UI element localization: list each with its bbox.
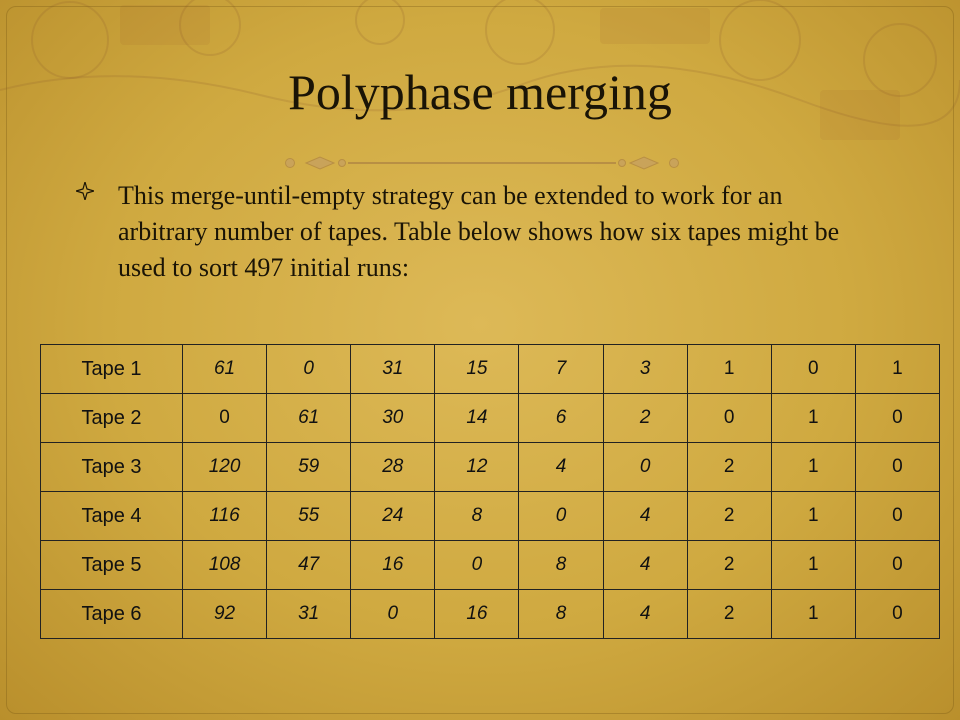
table-cell: 1 bbox=[855, 345, 939, 394]
table-cell: 61 bbox=[183, 345, 267, 394]
table-cell: 16 bbox=[435, 590, 519, 639]
table-cell: 108 bbox=[183, 541, 267, 590]
table-cell: 0 bbox=[519, 492, 603, 541]
row-label: Tape 3 bbox=[41, 443, 183, 492]
table-cell: 0 bbox=[855, 443, 939, 492]
table-cell: 6 bbox=[519, 394, 603, 443]
row-label: Tape 1 bbox=[41, 345, 183, 394]
table-cell: 1 bbox=[771, 443, 855, 492]
table-cell: 12 bbox=[435, 443, 519, 492]
table-cell: 16 bbox=[351, 541, 435, 590]
table-cell: 3 bbox=[603, 345, 687, 394]
table-cell: 31 bbox=[267, 590, 351, 639]
table-cell: 4 bbox=[603, 492, 687, 541]
row-label: Tape 2 bbox=[41, 394, 183, 443]
table-cell: 0 bbox=[687, 394, 771, 443]
table-cell: 4 bbox=[603, 590, 687, 639]
table-cell: 1 bbox=[771, 541, 855, 590]
table-row bbox=[41, 443, 940, 492]
table-cell: 0 bbox=[855, 394, 939, 443]
table-cell: 0 bbox=[855, 590, 939, 639]
row-label: Tape 5 bbox=[41, 541, 183, 590]
bullet-text: This merge-until-empty strategy can be extended to work for an arbitrary number of tapes. Table below shows how six tapes might be used to sort 497 initial runs: bbox=[118, 181, 840, 282]
table-cell: 2 bbox=[687, 590, 771, 639]
table-cell: 31 bbox=[351, 345, 435, 394]
table-cell: 0 bbox=[855, 492, 939, 541]
table-cell: 2 bbox=[603, 394, 687, 443]
table-cell: 14 bbox=[435, 394, 519, 443]
table-cell: 55 bbox=[267, 492, 351, 541]
table-cell: 92 bbox=[183, 590, 267, 639]
table-cell: 59 bbox=[267, 443, 351, 492]
table-cell: 0 bbox=[435, 541, 519, 590]
table-cell: 2 bbox=[687, 492, 771, 541]
table-cell: 24 bbox=[351, 492, 435, 541]
ornamental-divider bbox=[282, 152, 682, 174]
table-cell: 0 bbox=[351, 590, 435, 639]
table-cell: 1 bbox=[771, 394, 855, 443]
table-row bbox=[41, 541, 940, 590]
table-cell: 116 bbox=[183, 492, 267, 541]
table-cell: 1 bbox=[771, 492, 855, 541]
four-point-star-icon bbox=[76, 182, 94, 200]
row-label: Tape 6 bbox=[41, 590, 183, 639]
table-cell: 8 bbox=[519, 590, 603, 639]
table-cell: 0 bbox=[183, 394, 267, 443]
table-cell: 15 bbox=[435, 345, 519, 394]
table-cell: 4 bbox=[603, 541, 687, 590]
table-cell: 0 bbox=[267, 345, 351, 394]
table-cell: 0 bbox=[771, 345, 855, 394]
table-cell: 0 bbox=[603, 443, 687, 492]
bullet-item bbox=[76, 178, 876, 286]
table-cell: 1 bbox=[771, 590, 855, 639]
table-cell: 2 bbox=[687, 541, 771, 590]
tape-runs-table bbox=[40, 344, 940, 639]
table-row bbox=[41, 345, 940, 394]
slide-title: Polyphase merging bbox=[288, 64, 672, 120]
table-cell: 28 bbox=[351, 443, 435, 492]
table-cell: 30 bbox=[351, 394, 435, 443]
table-cell: 8 bbox=[435, 492, 519, 541]
table-cell: 2 bbox=[687, 443, 771, 492]
table-cell: 8 bbox=[519, 541, 603, 590]
table-cell: 7 bbox=[519, 345, 603, 394]
table-cell: 0 bbox=[855, 541, 939, 590]
table-cell: 61 bbox=[267, 394, 351, 443]
table-row bbox=[41, 492, 940, 541]
table-cell: 120 bbox=[183, 443, 267, 492]
table-cell: 1 bbox=[687, 345, 771, 394]
table-row bbox=[41, 394, 940, 443]
table-cell: 4 bbox=[519, 443, 603, 492]
table-row bbox=[41, 590, 940, 639]
row-label: Tape 4 bbox=[41, 492, 183, 541]
table-cell: 47 bbox=[267, 541, 351, 590]
